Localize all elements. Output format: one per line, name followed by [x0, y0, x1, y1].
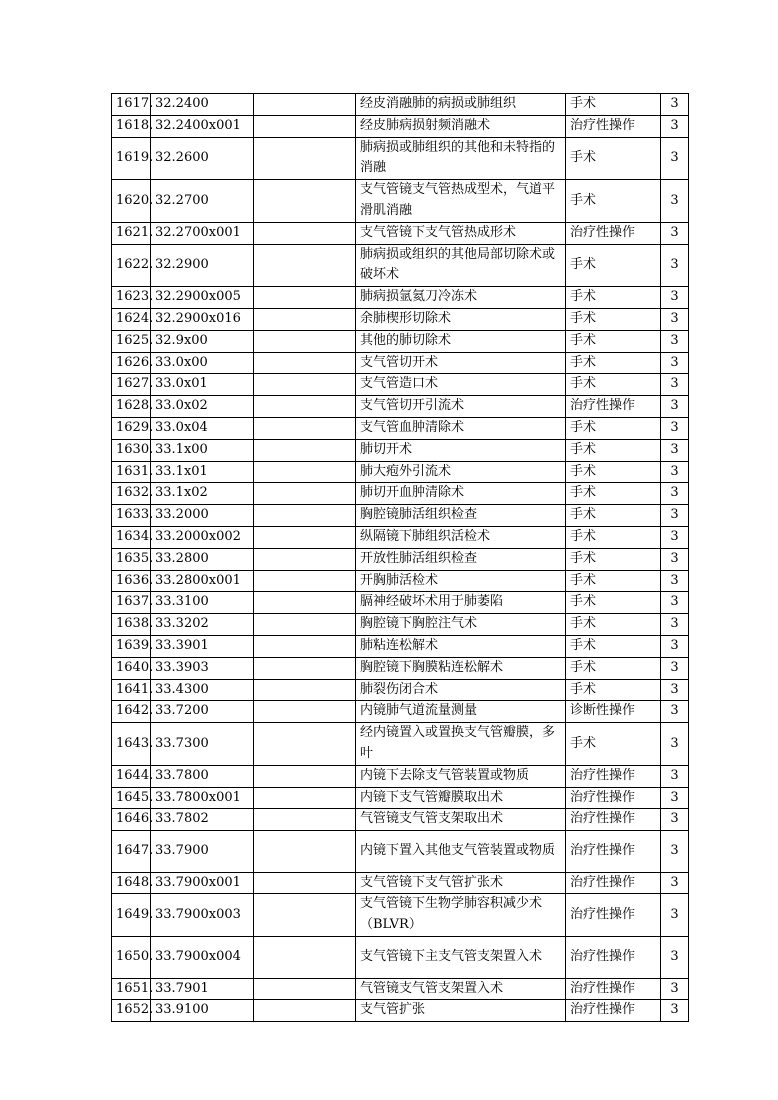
procedure-level: 3	[661, 872, 689, 894]
procedure-level: 3	[661, 592, 689, 614]
row-number: 1628.	[112, 396, 151, 418]
table-row	[112, 505, 689, 527]
table-row	[112, 244, 689, 287]
table-row	[112, 180, 689, 223]
procedure-code: 33.1x01	[151, 461, 254, 483]
procedure-type: 治疗性操作	[566, 222, 661, 244]
procedure-name: 内镜下置入其他支气管装置或物质	[356, 831, 566, 873]
procedure-level: 3	[661, 417, 689, 439]
row-number: 1642.	[112, 701, 151, 723]
blank-cell	[254, 308, 356, 330]
procedure-name: 支气管镜下生物学肺容积减少术（BLVR）	[356, 894, 566, 937]
row-number: 1632.	[112, 483, 151, 505]
procedure-name: 内镜下支气管瓣膜取出术	[356, 787, 566, 809]
procedure-level: 3	[661, 723, 689, 766]
procedure-type: 手术	[566, 526, 661, 548]
table-row	[112, 287, 689, 309]
procedure-code: 33.0x02	[151, 396, 254, 418]
procedure-type: 治疗性操作	[566, 831, 661, 873]
blank-cell	[254, 1000, 356, 1022]
procedure-name: 支气管扩张	[356, 1000, 566, 1022]
table-row	[112, 831, 689, 873]
procedure-level: 3	[661, 809, 689, 831]
table-row	[112, 526, 689, 548]
blank-cell	[254, 701, 356, 723]
procedure-type: 诊断性操作	[566, 701, 661, 723]
row-number: 1620.	[112, 180, 151, 223]
procedure-type: 手术	[566, 614, 661, 636]
procedure-name: 肺大疱外引流术	[356, 461, 566, 483]
procedure-level: 3	[661, 657, 689, 679]
blank-cell	[254, 180, 356, 223]
table-row	[112, 592, 689, 614]
procedure-code: 33.2000	[151, 505, 254, 527]
procedure-code: 32.2600	[151, 137, 254, 180]
procedure-code: 33.3100	[151, 592, 254, 614]
table-row	[112, 635, 689, 657]
row-number: 1639.	[112, 635, 151, 657]
procedure-type: 治疗性操作	[566, 396, 661, 418]
procedure-level: 3	[661, 937, 689, 979]
procedure-type: 手术	[566, 330, 661, 352]
procedure-type: 治疗性操作	[566, 809, 661, 831]
procedure-code: 32.2700x001	[151, 222, 254, 244]
procedure-type: 治疗性操作	[566, 937, 661, 979]
blank-cell	[254, 831, 356, 873]
procedure-type: 手术	[566, 657, 661, 679]
procedure-level: 3	[661, 570, 689, 592]
procedure-code: 33.1x00	[151, 439, 254, 461]
procedure-type: 手术	[566, 723, 661, 766]
procedure-level: 3	[661, 137, 689, 180]
procedure-code: 33.3202	[151, 614, 254, 636]
table-row	[112, 330, 689, 352]
procedure-level: 3	[661, 831, 689, 873]
procedure-code: 33.7901	[151, 978, 254, 1000]
row-number: 1652.	[112, 1000, 151, 1022]
table-row	[112, 417, 689, 439]
procedure-code: 33.7200	[151, 701, 254, 723]
blank-cell	[254, 417, 356, 439]
procedure-level: 3	[661, 679, 689, 701]
blank-cell	[254, 137, 356, 180]
blank-cell	[254, 115, 356, 137]
procedure-code: 33.7800	[151, 765, 254, 787]
procedure-type: 手术	[566, 374, 661, 396]
procedure-name: 开胸肺活检术	[356, 570, 566, 592]
row-number: 1640.	[112, 657, 151, 679]
procedure-code: 32.2900x016	[151, 308, 254, 330]
procedure-level: 3	[661, 287, 689, 309]
table-row	[112, 439, 689, 461]
procedure-name: 支气管镜下支气管热成形术	[356, 222, 566, 244]
table-row	[112, 679, 689, 701]
procedure-name: 胸腔镜下胸膜粘连松解术	[356, 657, 566, 679]
procedure-table	[111, 93, 689, 1022]
row-number: 1644.	[112, 765, 151, 787]
procedure-code: 33.7300	[151, 723, 254, 766]
procedure-table-body	[112, 94, 689, 1022]
procedure-level: 3	[661, 548, 689, 570]
table-row	[112, 483, 689, 505]
blank-cell	[254, 330, 356, 352]
procedure-level: 3	[661, 180, 689, 223]
procedure-type: 手术	[566, 635, 661, 657]
procedure-code: 33.1x02	[151, 483, 254, 505]
procedure-code: 33.7900x004	[151, 937, 254, 979]
blank-cell	[254, 505, 356, 527]
row-number: 1627.	[112, 374, 151, 396]
procedure-name: 肺切开术	[356, 439, 566, 461]
blank-cell	[254, 657, 356, 679]
row-number: 1634.	[112, 526, 151, 548]
row-number: 1646.	[112, 809, 151, 831]
procedure-code: 33.7802	[151, 809, 254, 831]
table-row	[112, 115, 689, 137]
row-number: 1619.	[112, 137, 151, 180]
blank-cell	[254, 374, 356, 396]
table-row	[112, 548, 689, 570]
procedure-name: 经皮消融肺的病损或肺组织	[356, 94, 566, 116]
procedure-name: 支气管镜下支气管扩张术	[356, 872, 566, 894]
procedure-level: 3	[661, 374, 689, 396]
procedure-type: 手术	[566, 570, 661, 592]
procedure-code: 32.2700	[151, 180, 254, 223]
procedure-code: 32.9x00	[151, 330, 254, 352]
procedure-type: 治疗性操作	[566, 115, 661, 137]
blank-cell	[254, 809, 356, 831]
procedure-type: 手术	[566, 548, 661, 570]
procedure-code: 33.0x04	[151, 417, 254, 439]
table-row	[112, 614, 689, 636]
procedure-type: 手术	[566, 592, 661, 614]
procedure-name: 气管镜支气管支架取出术	[356, 809, 566, 831]
procedure-type: 手术	[566, 439, 661, 461]
row-number: 1641.	[112, 679, 151, 701]
procedure-type: 治疗性操作	[566, 894, 661, 937]
blank-cell	[254, 614, 356, 636]
row-number: 1618.	[112, 115, 151, 137]
table-row	[112, 701, 689, 723]
procedure-code: 33.0x01	[151, 374, 254, 396]
blank-cell	[254, 978, 356, 1000]
procedure-type: 手术	[566, 94, 661, 116]
procedure-level: 3	[661, 439, 689, 461]
blank-cell	[254, 872, 356, 894]
blank-cell	[254, 894, 356, 937]
blank-cell	[254, 439, 356, 461]
row-number: 1630.	[112, 439, 151, 461]
procedure-type: 手术	[566, 180, 661, 223]
procedure-type: 治疗性操作	[566, 787, 661, 809]
table-row	[112, 352, 689, 374]
row-number: 1637.	[112, 592, 151, 614]
procedure-name: 支气管血肿清除术	[356, 417, 566, 439]
row-number: 1633.	[112, 505, 151, 527]
row-number: 1631.	[112, 461, 151, 483]
row-number: 1649.	[112, 894, 151, 937]
procedure-level: 3	[661, 461, 689, 483]
procedure-name: 支气管镜下主支气管支架置入术	[356, 937, 566, 979]
procedure-code: 32.2400x001	[151, 115, 254, 137]
procedure-code: 33.7900	[151, 831, 254, 873]
procedure-type: 手术	[566, 244, 661, 287]
row-number: 1636.	[112, 570, 151, 592]
procedure-code: 33.2800x001	[151, 570, 254, 592]
blank-cell	[254, 396, 356, 418]
blank-cell	[254, 723, 356, 766]
procedure-code: 33.7800x001	[151, 787, 254, 809]
row-number: 1622.	[112, 244, 151, 287]
procedure-name: 肺切开血肿清除术	[356, 483, 566, 505]
table-row	[112, 894, 689, 937]
table-row	[112, 461, 689, 483]
procedure-name: 胸腔镜肺活组织检查	[356, 505, 566, 527]
procedure-level: 3	[661, 396, 689, 418]
procedure-level: 3	[661, 701, 689, 723]
row-number: 1621.	[112, 222, 151, 244]
table-row	[112, 723, 689, 766]
blank-cell	[254, 287, 356, 309]
procedure-name: 气管镜支气管支架置入术	[356, 978, 566, 1000]
procedure-type: 治疗性操作	[566, 765, 661, 787]
table-row	[112, 137, 689, 180]
row-number: 1647.	[112, 831, 151, 873]
procedure-name: 内镜肺气道流量测量	[356, 701, 566, 723]
procedure-name: 膈神经破坏术用于肺萎陷	[356, 592, 566, 614]
row-number: 1643.	[112, 723, 151, 766]
procedure-name: 肺裂伤闭合术	[356, 679, 566, 701]
table-row	[112, 978, 689, 1000]
procedure-type: 手术	[566, 137, 661, 180]
procedure-type: 手术	[566, 461, 661, 483]
table-row	[112, 937, 689, 979]
table-row	[112, 872, 689, 894]
procedure-name: 余肺楔形切除术	[356, 308, 566, 330]
blank-cell	[254, 483, 356, 505]
table-row	[112, 374, 689, 396]
row-number: 1625.	[112, 330, 151, 352]
procedure-level: 3	[661, 94, 689, 116]
procedure-name: 胸腔镜下胸腔注气术	[356, 614, 566, 636]
table-row	[112, 657, 689, 679]
procedure-code: 33.7900x003	[151, 894, 254, 937]
procedure-level: 3	[661, 330, 689, 352]
row-number: 1645.	[112, 787, 151, 809]
procedure-name: 支气管切开引流术	[356, 396, 566, 418]
procedure-name: 支气管镜支气管热成型术，气道平滑肌消融	[356, 180, 566, 223]
procedure-level: 3	[661, 526, 689, 548]
row-number: 1648.	[112, 872, 151, 894]
procedure-level: 3	[661, 222, 689, 244]
procedure-level: 3	[661, 614, 689, 636]
procedure-name: 其他的肺切除术	[356, 330, 566, 352]
table-row	[112, 570, 689, 592]
table-row	[112, 809, 689, 831]
row-number: 1617.	[112, 94, 151, 116]
procedure-type: 治疗性操作	[566, 978, 661, 1000]
procedure-type: 治疗性操作	[566, 872, 661, 894]
row-number: 1638.	[112, 614, 151, 636]
procedure-level: 3	[661, 115, 689, 137]
row-number: 1629.	[112, 417, 151, 439]
blank-cell	[254, 679, 356, 701]
blank-cell	[254, 570, 356, 592]
procedure-code: 32.2900x005	[151, 287, 254, 309]
table-row	[112, 396, 689, 418]
procedure-type: 手术	[566, 308, 661, 330]
row-number: 1626.	[112, 352, 151, 374]
blank-cell	[254, 244, 356, 287]
procedure-type: 手术	[566, 679, 661, 701]
procedure-type: 手术	[566, 417, 661, 439]
blank-cell	[254, 765, 356, 787]
procedure-type: 手术	[566, 483, 661, 505]
blank-cell	[254, 787, 356, 809]
procedure-name: 肺病损或肺组织的其他和未特指的消融	[356, 137, 566, 180]
procedure-name: 内镜下去除支气管装置或物质	[356, 765, 566, 787]
procedure-level: 3	[661, 978, 689, 1000]
row-number: 1651.	[112, 978, 151, 1000]
procedure-level: 3	[661, 308, 689, 330]
procedure-name: 肺粘连松解术	[356, 635, 566, 657]
procedure-code: 33.3901	[151, 635, 254, 657]
blank-cell	[254, 352, 356, 374]
procedure-name: 肺病损或组织的其他局部切除术或破坏术	[356, 244, 566, 287]
procedure-code: 33.2800	[151, 548, 254, 570]
blank-cell	[254, 526, 356, 548]
blank-cell	[254, 592, 356, 614]
procedure-code: 32.2400	[151, 94, 254, 116]
blank-cell	[254, 222, 356, 244]
procedure-code: 33.0x00	[151, 352, 254, 374]
procedure-name: 支气管切开术	[356, 352, 566, 374]
procedure-level: 3	[661, 894, 689, 937]
blank-cell	[254, 548, 356, 570]
table-row	[112, 1000, 689, 1022]
procedure-code: 33.4300	[151, 679, 254, 701]
procedure-name: 肺病损氩氦刀冷冻术	[356, 287, 566, 309]
procedure-type: 手术	[566, 287, 661, 309]
row-number: 1623.	[112, 287, 151, 309]
procedure-code: 33.2000x002	[151, 526, 254, 548]
row-number: 1635.	[112, 548, 151, 570]
blank-cell	[254, 937, 356, 979]
procedure-level: 3	[661, 765, 689, 787]
procedure-level: 3	[661, 483, 689, 505]
procedure-type: 手术	[566, 352, 661, 374]
procedure-level: 3	[661, 787, 689, 809]
blank-cell	[254, 635, 356, 657]
procedure-level: 3	[661, 352, 689, 374]
procedure-code: 33.9100	[151, 1000, 254, 1022]
table-row	[112, 765, 689, 787]
procedure-type: 手术	[566, 505, 661, 527]
blank-cell	[254, 461, 356, 483]
procedure-level: 3	[661, 505, 689, 527]
table-row	[112, 222, 689, 244]
procedure-name: 开放性肺活组织检查	[356, 548, 566, 570]
row-number: 1624.	[112, 308, 151, 330]
procedure-code: 33.7900x001	[151, 872, 254, 894]
procedure-level: 3	[661, 635, 689, 657]
table-row	[112, 787, 689, 809]
procedure-name: 支气管造口术	[356, 374, 566, 396]
procedure-type: 治疗性操作	[566, 1000, 661, 1022]
procedure-name: 经内镜置入或置换支气管瓣膜，多叶	[356, 723, 566, 766]
table-row	[112, 308, 689, 330]
procedure-name: 纵隔镜下肺组织活检术	[356, 526, 566, 548]
procedure-name: 经皮肺病损射频消融术	[356, 115, 566, 137]
table-row	[112, 94, 689, 116]
blank-cell	[254, 94, 356, 116]
row-number: 1650.	[112, 937, 151, 979]
procedure-code: 33.3903	[151, 657, 254, 679]
procedure-level: 3	[661, 1000, 689, 1022]
procedure-code: 32.2900	[151, 244, 254, 287]
procedure-level: 3	[661, 244, 689, 287]
